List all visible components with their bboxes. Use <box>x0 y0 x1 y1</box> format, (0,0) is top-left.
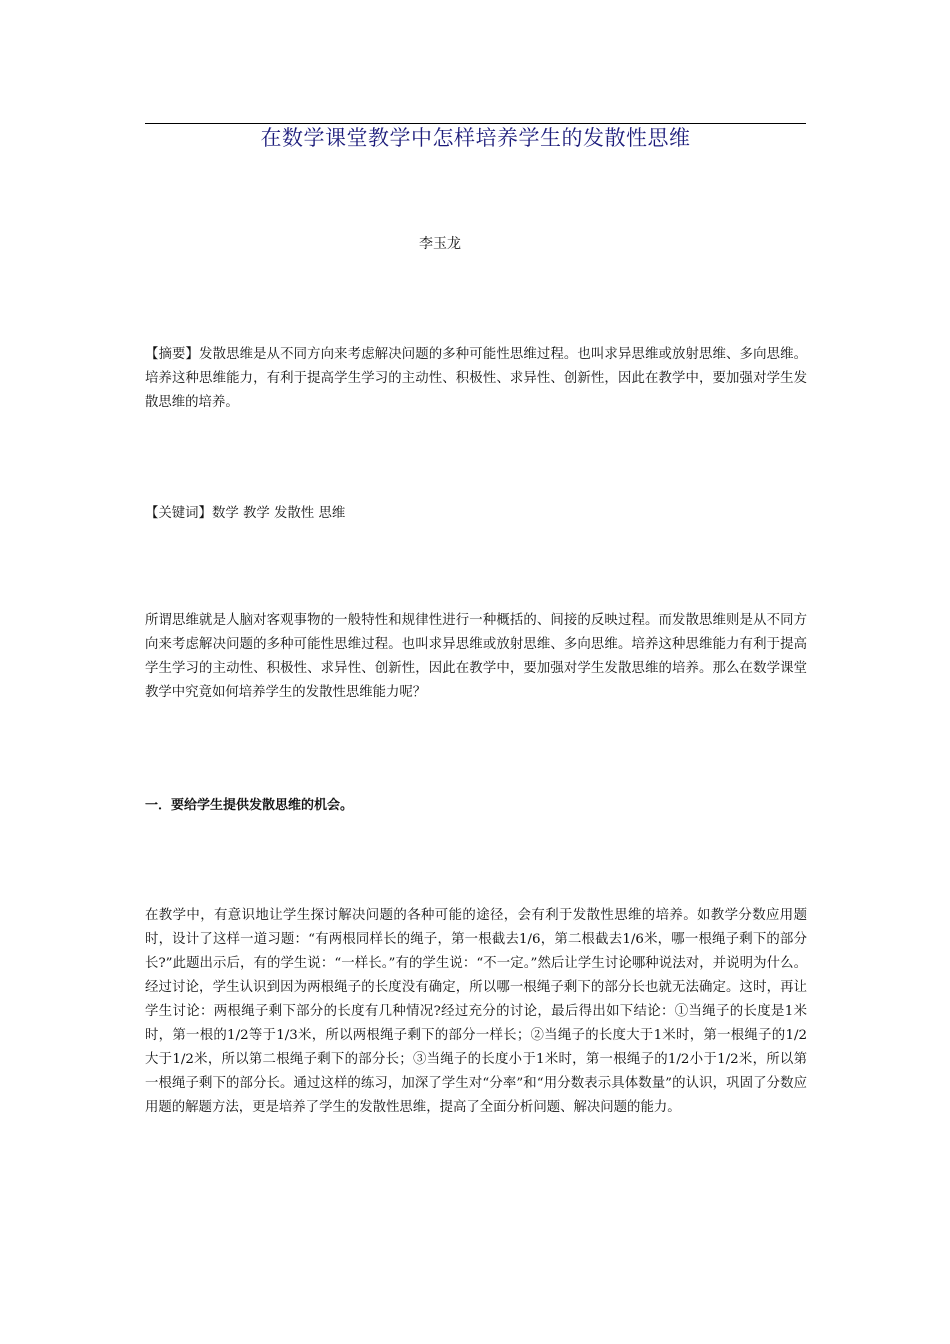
abstract-paragraph: 【摘要】发散思维是从不同方向来考虑解决问题的多种可能性思维过程。也叫求异思维或放射思维、多向思维。培养这种思维能力，有利于提高学生学习的主动性、积极性、求异性、创新性，因此在教学中，要加强对学生发散思维的培养。 <box>145 347 807 410</box>
document-title: 在数学课堂教学中怎样培养学生的发散性思维 <box>260 126 691 150</box>
section-heading: 一．要给学生提供发散思维的机会。 <box>145 798 354 813</box>
keywords-line: 【关键词】数学 教学 发散性 思维 <box>145 506 346 521</box>
author-name: 李玉龙 <box>419 236 461 252</box>
intro-paragraph: 所谓思维就是人脑对客观事物的一般特性和规律性进行一种概括的、间接的反映过程。而发散思维则是从不同方向来考虑解决问题的多种可能性思维过程。也叫求异思维或放射思维、多向思维。培养这种思维能力有利于提高学生学习的主动性、积极性、求异性、创新性，因此在教学中，要加强对学生发散思维的培养。那么在数学课堂教学中究竟如何培养学生的发散性思维能力呢？ <box>145 613 807 700</box>
section-body-paragraph: 在教学中，有意识地让学生探讨解决问题的各种可能的途径，会有利于发散性思维的培养。如教学分数应用题时，设计了这样一道习题：“有两根同样长的绳子，第一根截去1/6，第二根截去1/6米，哪一根绳子剩下的部分长?”此题出示后，有的学生说：“一样长。”有的学生说：“不一定。”然后让学生讨论哪种说法对，并说明为什么。经过讨论，学生认识到因为两根绳子的长度没有确定，所以哪一根绳子剩下的部分长也就无法确定。这时，再让学生讨论：两根绳子剩下部分的长度有几种情况?经过充分的讨论，最后得出如下结论：①当绳子的长度是1米时，第一根的1/2等于1/3米，所以两根绳子剩下的部分一样长；②当绳子的长度大于1米时，第一根绳子的1/2大于1/2米，所以第二根绳子剩下的部分长；③当绳子的长度小于1米时，第一根绳子的1/2小于1/2米，所以第一根绳子剩下的部分长。通过这样的练习，加深了学生对“分率”和“用分数表示具体数量”的认识，巩固了分数应用题的解题方法，更是培养了学生的发散性思维，提高了全面分析问题、解决问题的能力。 <box>145 908 807 1115</box>
